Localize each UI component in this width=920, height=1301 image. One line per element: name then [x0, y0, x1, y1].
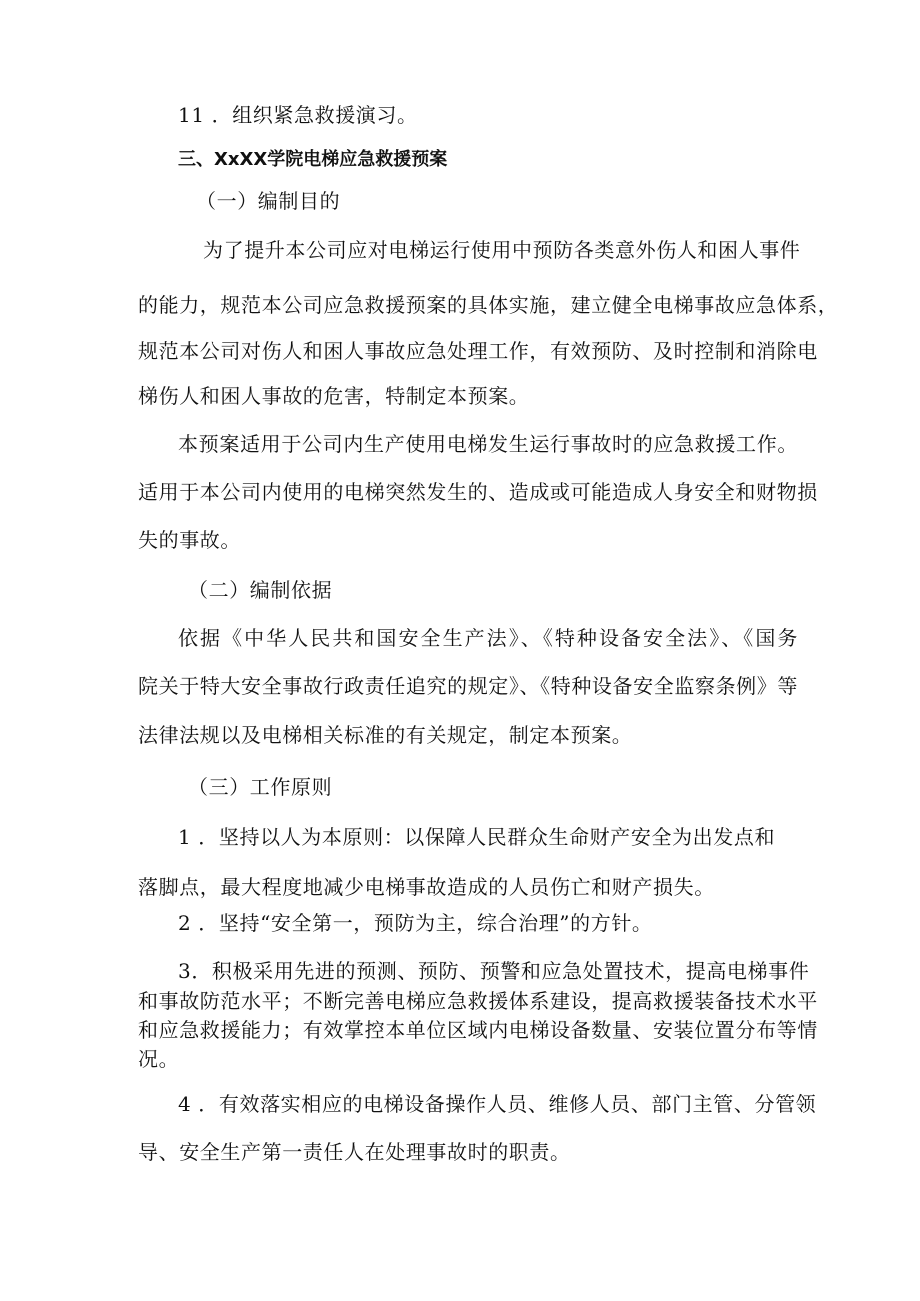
principle-line: 导、安全生产第一责任人在处理事故时的职责。: [138, 1140, 571, 1164]
subsection-2-title: （二）编制依据: [188, 578, 333, 602]
basis-line: 依据《中华人民共和国安全生产法》、《特种设备安全法》、《国务: [178, 626, 798, 650]
basis-line: 院关于特大安全事故行政责任追究的规定》、《特种设备安全监察条例》等: [138, 674, 798, 698]
scope-line: 本预案适用于公司内生产使用电梯发生运行事故时的应急救援工作。: [178, 432, 798, 456]
principle-line: 落脚点，最大程度地减少电梯事故造成的人员伤亡和财产损失。: [138, 875, 715, 899]
scope-line: 失的事故。: [138, 528, 241, 552]
scope-line: 适用于本公司内使用的电梯突然发生的、造成或可能造成人身安全和财物损: [138, 480, 818, 504]
principle-2: 2 ．坚持“安全第一，预防为主，综合治理”的方针。: [178, 911, 653, 935]
principle-line: 和应急救援能力；有效掌控本单位区域内电梯设备数量、安装位置分布等情: [138, 1018, 818, 1042]
purpose-line: 规范本公司对伤人和困人事故应急处理工作，有效预防、及时控制和消除电: [138, 339, 818, 363]
basis-line: 法律法规以及电梯相关标准的有关规定，制定本预案。: [138, 723, 633, 747]
principle-line: 4 ．有效落实相应的电梯设备操作人员、维修人员、部门主管、分管领: [178, 1092, 817, 1116]
principle-line: 和事故防范水平；不断完善电梯应急救援体系建设，提高救援装备技术水平: [138, 989, 818, 1013]
section-3-title: 三、XxXX学院电梯应急救援预案: [178, 149, 448, 170]
item-11: 11 ．组织紧急救援演习。: [178, 103, 418, 127]
purpose-line: 梯伤人和困人事故的危害，特制定本预案。: [138, 384, 530, 408]
purpose-line: 的能力，规范本公司应急救援预案的具体实施，建立健全电梯事故应急体系，: [138, 293, 839, 317]
purpose-line: 为了提升本公司应对电梯运行使用中预防各类意外伤人和困人事件: [203, 238, 801, 262]
principle-line: 1 ．坚持以人为本原则：以保障人民群众生命财产安全为出发点和: [178, 825, 776, 849]
subsection-1-title: （一）编制目的: [196, 189, 341, 213]
subsection-3-title: （三）工作原则: [188, 775, 333, 799]
principle-line: 况。: [138, 1047, 180, 1071]
principle-line: 3．积极采用先进的预测、预防、预警和应急处置技术，提高电梯事件: [178, 959, 810, 983]
